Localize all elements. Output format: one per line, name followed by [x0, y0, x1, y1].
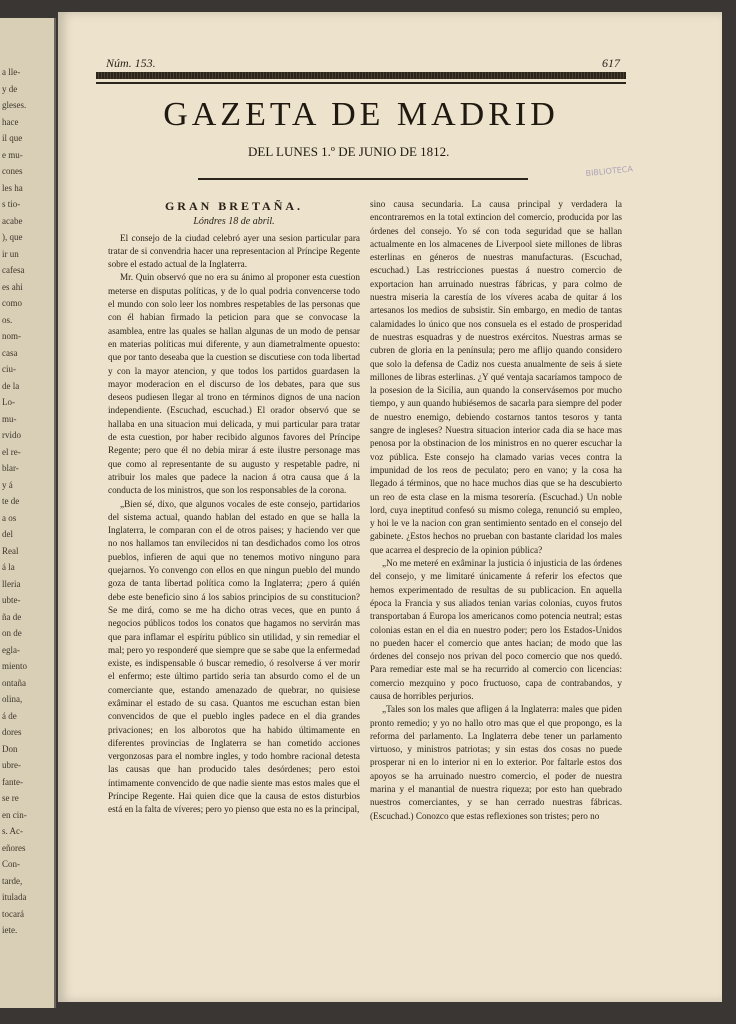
left-page-fragment: hace	[2, 116, 19, 127]
left-page-fragment: e mu-	[2, 149, 23, 160]
left-page-fragment: tocará	[2, 908, 24, 919]
paragraph: „No me meteré en exâminar la justicia ó injusticia de las órdenes del consejo, y me limitaré únicamente á referir los efectos que hemos experimentado de resultas de su publicacion. En aquella época la Francia y sus aliados tenian varias colonias, cuyos frutos transportaban á Europa los americanos como potencia neutral; estas colonias estan en el dia en nuestro poder; pero los Estados-Unidos no pueden hacer el comercio que antes hacian; de modo que las órdenes del consejo nos privan del poco comercio que nos quedó. Para remediar este mal se ha recurrido al comercio con licencias: comercio mezquino y poco fructuoso, capa de contrabandos, y causa de horribles perjurios.	[370, 558, 622, 701]
left-page-fragment: y á	[2, 479, 13, 490]
library-stamp: BIBLIOTECA	[585, 164, 634, 179]
left-page-fragment: Real	[2, 545, 19, 556]
paragraph: „Bien sé, dixo, que algunos vocales de este consejo, partidarios del sistema actual, quando hablan del estado en que se halla la Inglaterra, le comparan con el de otros paises; y haciendo ver que no nos hallamos tan envilecidos ni tan desdichados como los otros pueblos, infieren de aqui que no tenemos motivo ninguno para quejarnos. Yo convengo con ellos en que ningun pueblo del mundo goza de tanta libertad política como la Inglaterra; ¿pero á quién debe este beneficio sino á los sabios principios de su constitucion? Se me dirá, como se me ha dicho otras veces, que en punto á negocios públicos todos los conatos que hagamos no servirán mas que para inflamar el espíritu público sin utilidad, y sin remediar el mal; pero yo responderé que siempre que se sabe que la enfermedad existe, es indispensable ó buscar remedio, ó resolverse á ver morir el enfermo; este último partido seria tan absurdo como el de un comerciante que, estando amenazado de quebrar, no quisiese exâminar el estado de su casa. Quantos me escuchan estan bien convencidos de que el pueblo ingles padece en el dia grandes privaciones; en los alborotos que ha habido últimamente en diferentes provincias de Inglaterra se han cometido acciones vergonzosas para el nombre ingles, y todo hombre racional detesta las causas que han producido tales desórdenes; pero estoi íntimamente convencido de que nadie siente mas estos males que el Príncipe Regente. Hai quien dice que la causa de estos disturbios está en la falta de víveres; pero yo pienso que esta no es la principal,	[108, 498, 360, 815]
paragraph: El consejo de la ciudad celebró ayer una sesion particular para tratar de si convendria hacer una representacion al Príncipe Regente sobre el estado actual de la Inglaterra.	[108, 232, 360, 270]
left-page-fragment: Don	[2, 743, 18, 754]
left-page-fragment: acabe	[2, 215, 23, 226]
left-page-fragment: es ahi	[2, 281, 23, 292]
left-page-fragment: iete.	[2, 925, 18, 935]
newspaper-page	[58, 12, 722, 1002]
left-page-fragment: á la	[2, 562, 15, 572]
left-page-fragment: en cin-	[2, 809, 27, 820]
left-page-fragment: a lle-	[2, 67, 21, 77]
issue-date: DEL LUNES 1.º DE JUNIO DE 1812.	[248, 144, 450, 159]
left-page-fragment: del	[2, 529, 13, 539]
left-page-fragment: a os	[2, 512, 17, 523]
page-number: 617	[602, 56, 620, 70]
left-page-fragment: egla-	[2, 644, 20, 655]
left-page-fragment: el re-	[2, 446, 21, 457]
ornamental-rule	[96, 72, 626, 79]
left-page-fragment: á de	[2, 710, 17, 721]
left-page-fragment: te de	[2, 496, 20, 506]
left-page-fragment: ir un	[2, 248, 19, 259]
left-page-fragment: casa	[2, 347, 18, 358]
left-page-fragment: ontaña	[2, 677, 26, 688]
left-page-fragment: gleses.	[2, 100, 27, 110]
column-right	[370, 198, 622, 823]
left-page-fragment: miento	[2, 661, 27, 671]
left-page-fragment: se re	[2, 793, 19, 803]
left-page-fragment: ubre-	[2, 760, 21, 770]
left-page-fragment: olina,	[2, 694, 23, 704]
left-page-fragment: itulada	[2, 892, 27, 902]
left-page-fragment: ), que	[2, 232, 23, 242]
masthead-title: GAZETA DE MADRID	[163, 96, 559, 133]
paragraph: „Tales son los males que afligen á la Inglaterra: males que piden pronto remedio; y yo no hallo otro mas que el que propongo, es la reforma del parlamento. La Inglaterra debe tener un parlamento virtuoso, y ministros patriotas; y sin estas dos cosas no puede prosperar ni en lo interior ni en lo exterior. Por faltarle estos dos apoyos se ha arruinado nuestro comercio, el poder de nuestra marina y el manantial de nuestra riqueza; por esto han quebrado nuestros comerciantes, y se han cerrado nuestras fábricas. (Escuchad.) Conozco que estas reflexiones son tristes; pero no	[370, 704, 622, 821]
paragraph: sino causa secundaria. La causa principal y verdadera la encontraremos en la total extincion del comercio, producida por las órdenes del consejo. Yo sé con toda seguridad que se hallan actualmente en los almacenes de Liverpool siete millones de libras esterlinas en géneros de nuestras manufacturas. (Escuchad, escuchad.) Las restricciones puestas á nuestro comercio de exportacion han arruinado nuestras fábricas, y para colmo de nuestra miseria la carestía de los víveres acaba de quitar á los artesanos los medios de subsistir. Sin embargo, en medio de tantas calamidades lo único que nos consuela es el estado de prosperidad de nuestras esquadras y de nuestros exércitos. Nuestras armas se cubren de gloria en la península; pero me aflijo quando considero que solo la defensa de Cadiz nos cuesta anualmente de seis á siete millones de libras esterlinas. ¿Y qué ventaja sacaríamos tampoco de la posesion de la Sicilia, aun quando la conservásemos por mucho tiempo, y aun quando hubiésemos de sacarla para siempre del poder de nuestro enemigo, debiendo costarnos tantos tesoros y tanta sangre de ingleses? Nuestra situacion interior cada dia se hace mas penosa por la obstinacion de los ministros en no querer escuchar la voz pública. Este consejo ha clamado varias veces contra la impunidad de los reos de peculato; pero en vano; y la cosa ha llegado á términos, que no hace muchos dias que se ha descubierto un reo de esta clase en la misma tesorería. (Escuchad.) Un noble lord, cuya ineptitud confesó su mismo colega, renunció su empleo, y hoi le ve la nacion con gran sentimiento sentado en el consejo del gabinete. ¿Estos hechos no prueban con bastante claridad los males que acarrea el desprecio de la opinion pública?	[370, 199, 622, 555]
left-page-fragment: rvido	[2, 430, 21, 440]
left-page-fragment: s. Ac-	[2, 826, 23, 836]
column-left	[108, 200, 360, 817]
left-page-fragment: lleria	[2, 578, 21, 589]
left-page-fragment: os.	[2, 314, 13, 325]
left-page-fragment: tarde,	[2, 875, 23, 886]
left-page-fragment: como	[2, 298, 22, 308]
paragraph: Mr. Quin observó que no era su ánimo al proponer esta cuestion meterse en disputas políticas, y de lo qual podria convencerse todo el mundo con solo leer los nombres respetables de las personas que con él habian firmado la peticion para que se convocase la asamblea, entre las quales se hallan algunas de un modo de pensar en materias políticas mui diferente, y aun diametralmente opuesto: que por tanto deseaba que la cuestion se discutiese con toda libertad y con la mayor atencion, y que todos los partidos guardasen la mayor moderacion en el discurso de los debates, para que sus deseos pudiesen llegar al trono en términos dignos de una nacion independiente. (Escuchad, escuchad.) El orador observó que se hallaba en una situacion mui delicada, y mui particular para tratar de esta cuestion, por haber recibido algunos favores del Príncipe Regente; pero que él no debia mirar á este ilustre personage mas que como al representante de su augusto y respetable padre, ni atribuir los males que padece la nacion á otra causa que á la conducta de los ministros, que son los responsables de la corona.	[108, 272, 360, 496]
left-page-fragment: ña de	[2, 611, 22, 622]
left-page-fragment: Lo-	[2, 397, 15, 407]
section-heading: GRAN BRETAÑA.	[164, 199, 304, 213]
left-page-fragment: il que	[2, 133, 23, 143]
date-rule	[198, 178, 528, 180]
left-page-fragment: ubte-	[2, 595, 21, 605]
left-page-fragment: y de	[2, 83, 18, 94]
left-page-fragment: eñores	[2, 842, 26, 853]
left-page-fragment: cones	[2, 166, 23, 176]
section-dateline: Lóndres 18 de abril.	[193, 216, 275, 228]
left-page-fragment: nom-	[2, 331, 21, 341]
left-page-edge	[0, 18, 56, 1008]
left-page-fragment: dores	[2, 727, 22, 737]
header-rule	[96, 82, 626, 84]
left-page-fragment: Con-	[2, 859, 20, 869]
left-page-fragment: s tio-	[2, 199, 21, 209]
left-page-fragment: cafesa	[2, 265, 25, 275]
left-page-fragment: de la	[2, 380, 20, 391]
left-page-fragment: mu-	[2, 413, 17, 424]
issue-number: Núm. 153.	[106, 56, 156, 70]
left-page-fragment: les ha	[2, 182, 23, 193]
left-page-fragment: ciu-	[2, 364, 16, 374]
left-page-fragment: blar-	[2, 463, 19, 473]
left-page-fragment: on de	[2, 628, 22, 638]
left-page-fragment: fante-	[2, 776, 23, 787]
